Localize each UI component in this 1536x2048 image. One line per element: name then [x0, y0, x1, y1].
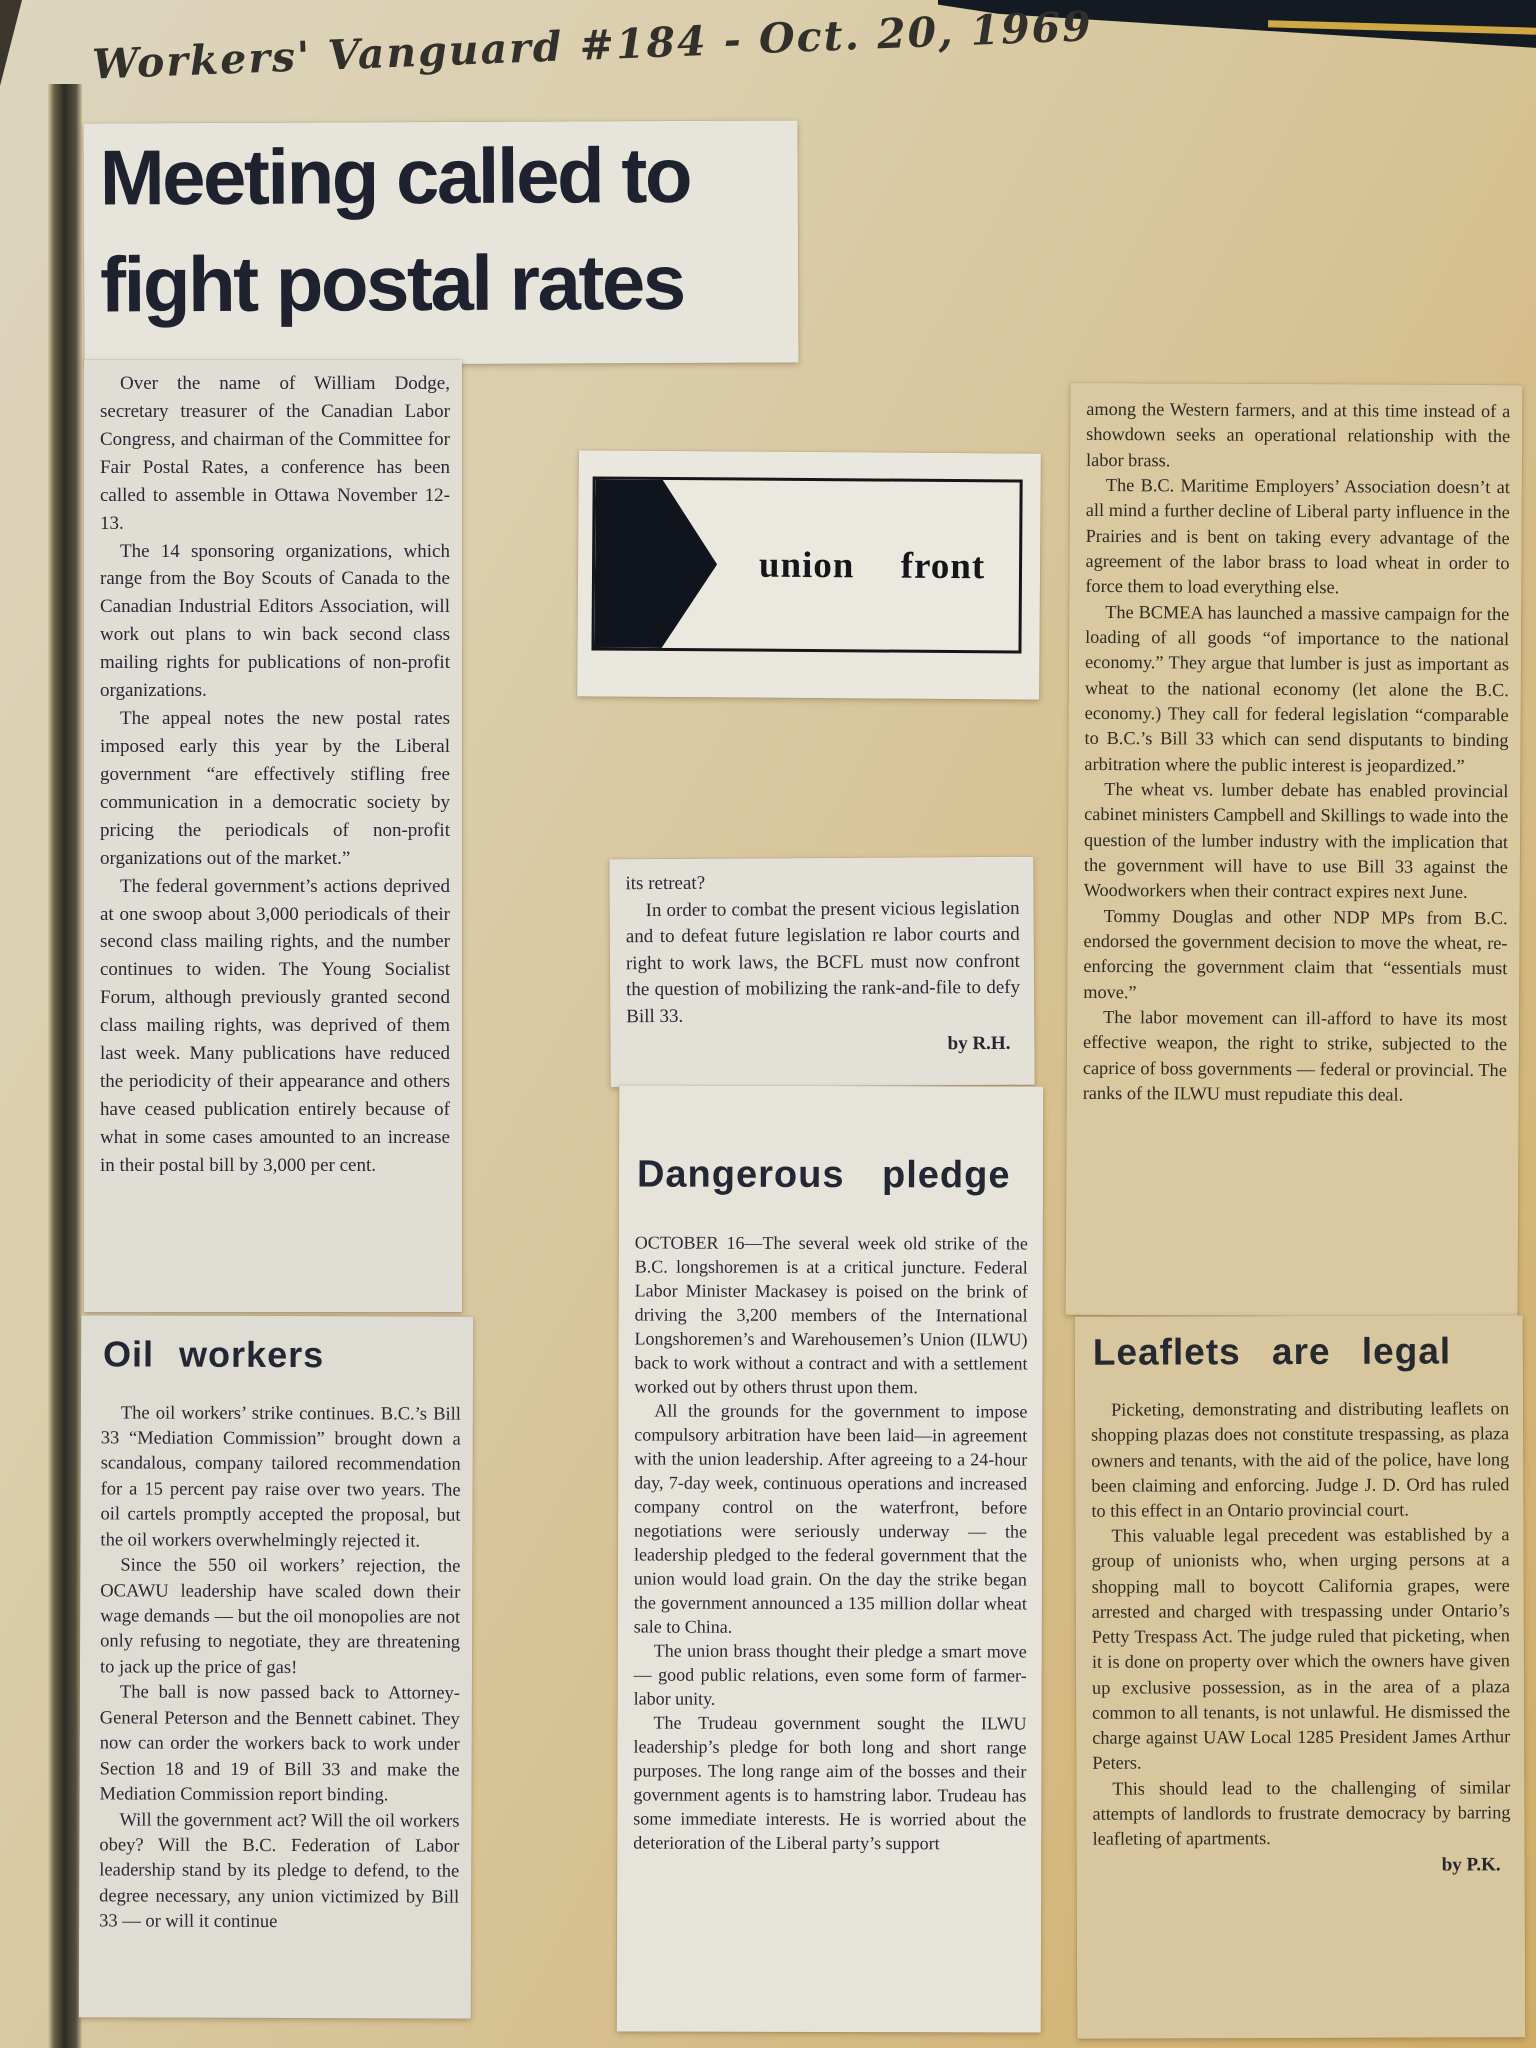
union-front-box	[591, 476, 1022, 653]
leaflets-heading: Leaflets are legal	[1092, 1330, 1452, 1373]
postal-article-clipping	[84, 360, 462, 1312]
oil-workers-paragraph: Will the government act? Will the oil workers obey? Will the B.C. Federation of Labor leadership stand by its pledge to defend, to the degree necessary, any union victimized by Bill 33 — or will it continue	[99, 1809, 460, 1933]
postal-paragraph: The 14 sponsoring organizations, which range from the Boy Scouts of Canada to the Canadian Industrial Editors Association, will work out plans to win back second class mailing rights for publications of non-profit organizations.	[100, 540, 450, 702]
oil-workers-paragraph: The ball is now passed back to Attorney-General Peterson and the Bennett cabinet. They now can order the workers back to work under Section 18 and 19 of Bill 33 and make the Mediation Commission report binding.	[99, 1682, 460, 1806]
union-front-banner-clipping	[577, 450, 1041, 699]
right-column-clipping	[1066, 383, 1523, 1317]
right-column-paragraph: The BCMEA has launched a massive campaign for the loading of all goods “of importance to the national economy.” They argue that lumber is just as important as wheat to the national economy (let alone the B.C. economy.) They call for federal legislation “comparable to B.C.’s Bill 33 which can send disputants to binding arbitration where the public interest is jeopardized.”	[1084, 601, 1510, 776]
leaflets-paragraph: This valuable legal precedent was established by a group of unionists who, when urging persons at a shopping mall to boycott California grapes, were arrested and charged with trespassing under Ontario’s Petty Trespass Act. The judge ruled that picketing, when it is done on property over which the owners have given up exclusive possession, as in the area of a plaza common to all tenants, is not unlawful. He dismissed the charge against UAW Local 1285 President James Arthur Peters.	[1091, 1524, 1511, 1774]
leaflets-paragraph: This should lead to the challenging of similar attempts of landlords to frustrate democracy by barring leafleting of apartments.	[1092, 1776, 1511, 1849]
right-column-paragraph: The wheat vs. lumber debate has enabled provincial cabinet ministers Campbell and Skillings to wade into the question of the lumber industry with the implication that the government will have to use Bill 33 against the Woodworkers when their contract expires next June.	[1083, 778, 1509, 903]
right-column-paragraph: The labor movement can ill-afford to have its most effective weapon, the right to strike, subjected to the caprice of boss governments — federal or provincial. The ranks of the ILWU must repudiate this deal.	[1082, 1006, 1508, 1105]
right-column-paragraph: Tommy Douglas and other NDP MPs from B.C. endorsed the government decision to move the wheat, re-enforcing the government claim that “essentials must move.”	[1083, 905, 1508, 1002]
oil-workers-paragraph: The oil workers’ strike continues. B.C.’s Bill 33 “Mediation Commission” brought down a scandalous, company tailored recommendation for a 15 percent pay raise over two years. The oil cartels promptly accepted the proposal, but the oil workers overwhelmingly rejected it.	[100, 1402, 461, 1552]
postal-paragraph: Over the name of William Dodge, secretary treasurer of the Canadian Labor Congress, and chairman of the Committee for Fair Postal Rates, a conference has been called to assemble in Ottawa November 12-13.	[100, 373, 450, 534]
binding-shadow	[48, 84, 82, 2048]
retreat-paragraph: In order to combat the present vicious legislation and to defeat future legislation re labor courts and right to work laws, the BCFL must now confront the question of mobilizing the rank-and-file to defy Bill 33.	[625, 897, 1021, 1028]
postal-paragraph: The appeal notes the new postal rates imposed early this year by the Liberal government “are effectively stifling free communication in a democratic society by pricing the periodicals of non-profit organizations out of the market.”	[100, 708, 450, 869]
headline-line-2: fight postal rates	[99, 237, 684, 329]
union-front-label: union front	[758, 544, 986, 587]
dangerous-pledge-paragraph: The Trudeau government sought the ILWU leadership’s pledge for both long and short range purposes. The long range aim of the bosses and their government agents is to hamstring labor. Trudeau has some immediate interests. He is worried about the deterioration of the Liberal party’s support	[633, 1712, 1027, 1854]
byline-rh: by R.H.	[947, 1032, 1011, 1054]
dangerous-pledge-paragraph: The union brass thought their pledge a smart move — good public relations, even some form of farmer-labor unity.	[633, 1640, 1027, 1709]
headline-line-1: Meeting called to	[99, 130, 691, 222]
right-column-paragraph: among the Western farmers, and at this time instead of a showdown seeks an operational relationship with the labor brass.	[1085, 398, 1511, 471]
leaflets-paragraph: Picketing, demonstrating and distributing leaflets on shopping plazas does not constitute trespassing, as plaza owners and tenants, with the aid of the police, have long been claiming and enforcing. Judge J. D. Ord has ruled to this effect in an Ontario provincial court.	[1091, 1398, 1510, 1521]
dangerous-pledge-paragraph: All the grounds for the government to impose compulsory arbitration have been laid—in agreement with the union leadership. After agreeing to a 24-hour day, 7-day week, continuous operations and increased company control on the waterfront, before negotiations were seriously underway — the leadership pledged to the federal government that the union would load grain. On the day the strike began the government announced a 135 million dollar wheat sale to China.	[633, 1400, 1028, 1637]
leaflets-legal-clipping	[1075, 1315, 1526, 2039]
oil-workers-heading: Oil workers	[103, 1333, 325, 1376]
retreat-lead-line: its retreat?	[625, 872, 706, 895]
pennant-arrow-icon	[594, 480, 717, 649]
dangerous-pledge-clipping	[617, 1085, 1043, 2032]
retreat-continuation-clipping	[609, 857, 1034, 1088]
handwritten-source-note: Workers' Vanguard #184 - Oct. 20, 1969	[91, 2, 1094, 89]
oil-workers-paragraph: Since the 550 oil workers’ rejection, the OCAWU leadership have scaled down their wage demands — but the oil monopolies are not only refusing to negotiate, they are threatening to jack up the price of gas!	[99, 1555, 461, 1678]
right-column-paragraph: The B.C. Maritime Employers’ Association doesn’t at all mind a further decline of Liberal party influence in the Prairies and is bent on taking every advantage of the agreement of the labor brass to load wheat in order to force them to load everything else.	[1085, 474, 1510, 598]
oil-workers-clipping	[79, 1315, 473, 2018]
postal-paragraph: The federal government’s actions deprived at one swoop about 3,000 periodicals of their second class mailing rights, and the number continues to widen. The Young Socialist Forum, although previously granted second class mailing rights, was deprived of them last week. Many publications have reduced the periodicity of their appearance and others have ceased publication entirely because of what in some cases amounted to an increase in their postal bill by 3,000 per cent.	[100, 875, 450, 1176]
dangerous-pledge-paragraph: OCTOBER 16—The several week old strike of the B.C. longshoremen is at a critical juncture. Federal Labor Minister Mackasey is poised on the brink of driving the 3,200 members of the International Longshoremen’s and Warehousemen’s Union (ILWU) back to work without a contract and with a settlement worked out by others thrust upon them.	[634, 1232, 1028, 1398]
byline-pk: by P.K.	[1441, 1854, 1501, 1876]
corner-shadow	[0, 0, 22, 86]
dangerous-pledge-heading: Dangerous pledge	[636, 1153, 1011, 1197]
headline-clipping	[83, 120, 798, 365]
